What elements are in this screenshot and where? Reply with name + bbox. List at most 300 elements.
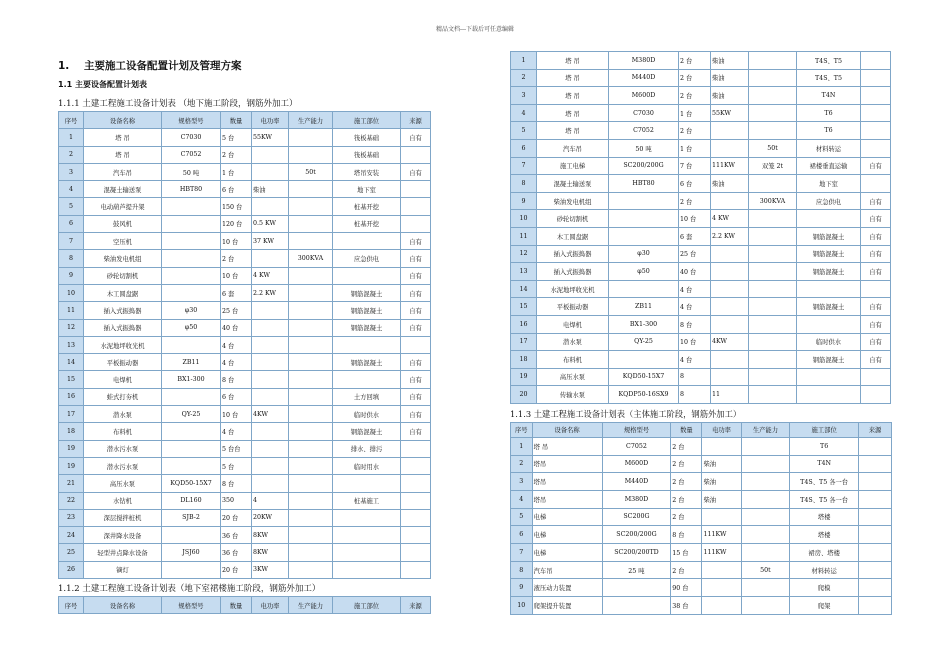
cell-col-name: 电梯	[532, 526, 602, 544]
table-row	[511, 104, 891, 122]
cell-col-index: 1	[59, 129, 84, 146]
cell-col-name: 电梯	[532, 544, 602, 562]
cell-col-power	[711, 122, 749, 140]
cell-col-index: 10	[59, 284, 84, 301]
cell-col-name: 水泥地坪收光机	[84, 336, 162, 353]
cell-col-location: 钢筋混凝土	[333, 302, 401, 319]
cell-col-index: 5	[511, 508, 533, 526]
cell-col-capacity	[749, 69, 797, 87]
cell-col-qty: 6 台	[221, 181, 252, 198]
cell-col-source: 自有	[401, 284, 431, 301]
cell-col-capacity: 双笼 2t	[749, 157, 797, 175]
cell-col-name: 爬架提升装置	[532, 597, 602, 615]
cell-col-name: 电焊机	[537, 315, 609, 333]
table-row	[511, 52, 891, 70]
cell-col-qty: 5 台	[221, 129, 252, 146]
table-row	[511, 263, 891, 281]
table-row	[59, 129, 431, 146]
cell-col-power: 2.2 KW	[252, 284, 289, 301]
cell-col-source	[861, 139, 891, 157]
cell-col-model	[162, 561, 221, 578]
table-row	[59, 388, 431, 405]
cell-col-model: 50 吨	[609, 139, 679, 157]
cell-col-qty: 2 台	[679, 69, 711, 87]
cell-col-qty: 1 台	[679, 139, 711, 157]
cell-col-location: 临时供水	[797, 333, 861, 351]
cell-col-source	[861, 386, 891, 404]
cell-col-power	[252, 336, 289, 353]
table-row	[59, 336, 431, 353]
cell-col-source	[401, 527, 431, 544]
cell-col-qty: 10 台	[679, 333, 711, 351]
cell-col-source: 自有	[401, 233, 431, 250]
column-header-col-source: 来源	[401, 112, 431, 129]
cell-col-source: 自有	[401, 163, 431, 180]
cell-col-index: 9	[511, 192, 537, 210]
cell-col-location: 爬架	[790, 597, 859, 615]
cell-col-location: 钢筋混凝土	[333, 319, 401, 336]
cell-col-power: 柴油	[252, 181, 289, 198]
cell-col-index: 18	[511, 351, 537, 369]
cell-col-name: 电动葫芦提升架	[84, 198, 162, 215]
cell-col-name: 塔 吊	[84, 146, 162, 163]
cell-col-index: 9	[59, 267, 84, 284]
cell-col-model: HBT80	[162, 181, 221, 198]
cell-col-model	[609, 351, 679, 369]
column-header-col-qty: 数量	[221, 597, 252, 614]
cell-col-model: M440D	[602, 473, 671, 491]
cell-col-name: 轻型井点降水设备	[84, 544, 162, 561]
cell-col-model: ZB11	[162, 354, 221, 371]
column-header-col-name: 设备名称	[84, 112, 162, 129]
cell-col-model: φ30	[162, 302, 221, 319]
cell-col-source	[401, 336, 431, 353]
cell-col-capacity: 50t	[289, 163, 333, 180]
cell-col-model: QY-25	[609, 333, 679, 351]
cell-col-source: 自有	[401, 250, 431, 267]
column-header-col-qty: 数量	[221, 112, 252, 129]
cell-col-capacity	[749, 333, 797, 351]
column-header-col-source: 来源	[401, 597, 431, 614]
column-header-col-model: 规格型号	[602, 422, 671, 437]
cell-col-model: SC200/200G	[602, 526, 671, 544]
section-number: 1.	[58, 60, 70, 72]
column-header-col-capacity: 生产能力	[741, 422, 790, 437]
table-row	[59, 181, 431, 198]
cell-col-qty: 8 台	[671, 526, 702, 544]
table-row	[511, 526, 892, 544]
cell-col-location	[797, 368, 861, 386]
cell-col-name: 镝灯	[84, 561, 162, 578]
table-row	[511, 139, 891, 157]
cell-col-source	[861, 280, 891, 298]
cell-col-qty: 2 台	[671, 437, 702, 455]
cell-col-capacity	[749, 87, 797, 105]
cell-col-qty: 2 台	[679, 122, 711, 140]
cell-col-capacity	[289, 544, 333, 561]
cell-col-model	[162, 233, 221, 250]
cell-col-name: 布料机	[84, 423, 162, 440]
cell-col-power	[711, 298, 749, 316]
table-row	[511, 508, 892, 526]
table-row	[511, 298, 891, 316]
cell-col-capacity	[289, 129, 333, 146]
cell-col-index: 25	[59, 544, 84, 561]
cell-col-index: 19	[59, 457, 84, 474]
cell-col-index: 7	[511, 157, 537, 175]
cell-col-power: 4KW	[252, 406, 289, 423]
cell-col-source	[861, 69, 891, 87]
cell-col-qty: 2 台	[679, 192, 711, 210]
cell-col-model	[162, 440, 221, 457]
table-row	[59, 302, 431, 319]
cell-col-qty: 5 台台	[221, 440, 252, 457]
cell-col-name: 传输水泵	[537, 386, 609, 404]
table-row	[59, 371, 431, 388]
cell-col-power	[711, 192, 749, 210]
cell-col-name: 插入式振捣器	[84, 302, 162, 319]
cell-col-model: QY-25	[162, 406, 221, 423]
cell-col-capacity	[741, 579, 790, 597]
cell-col-index: 10	[511, 210, 537, 228]
cell-col-location	[797, 280, 861, 298]
cell-col-power: 柴油	[702, 455, 741, 473]
cell-col-power: 4KW	[711, 333, 749, 351]
cell-col-index: 9	[511, 579, 533, 597]
section-title: 主要施工设备配置计划及管理方案	[84, 60, 242, 72]
cell-col-capacity	[749, 52, 797, 70]
column-header-col-index: 序号	[59, 112, 84, 129]
cell-col-index: 4	[59, 181, 84, 198]
cell-col-qty: 20 台	[221, 561, 252, 578]
cell-col-source	[401, 492, 431, 509]
table-row	[59, 319, 431, 336]
table-row	[511, 368, 891, 386]
table-row	[511, 157, 891, 175]
cell-col-index: 6	[59, 215, 84, 232]
cell-col-capacity	[289, 233, 333, 250]
cell-col-power: 55KW	[252, 129, 289, 146]
cell-col-power: 4	[252, 492, 289, 509]
cell-col-index: 16	[511, 315, 537, 333]
cell-col-power	[252, 423, 289, 440]
cell-col-capacity	[749, 315, 797, 333]
cell-col-index: 19	[511, 368, 537, 386]
cell-col-location: 土方回填	[333, 388, 401, 405]
cell-col-name: 木工圆盘踞	[84, 284, 162, 301]
cell-col-model	[162, 388, 221, 405]
cell-col-index: 7	[511, 544, 533, 562]
cell-col-source: 自有	[401, 354, 431, 371]
cell-col-location: 塔楼	[790, 508, 859, 526]
cell-col-location: 临时供水	[333, 406, 401, 423]
cell-col-qty: 2 台	[679, 52, 711, 70]
table-row	[59, 233, 431, 250]
column-header-col-capacity: 生产能力	[289, 112, 333, 129]
cell-col-location: 钢筋混凝土	[797, 227, 861, 245]
cell-col-name: 鼓风机	[84, 215, 162, 232]
cell-col-capacity	[289, 302, 333, 319]
cell-col-model	[602, 597, 671, 615]
cell-col-model: SC200/200G	[609, 157, 679, 175]
cell-col-power: 柴油	[711, 87, 749, 105]
cell-col-source: 自有	[401, 302, 431, 319]
cell-col-index: 2	[59, 146, 84, 163]
cell-col-name: 潜水污水泵	[84, 440, 162, 457]
cell-col-index: 13	[511, 263, 537, 281]
cell-col-source: 自有	[861, 263, 891, 281]
cell-col-location: T4S、T5	[797, 52, 861, 70]
cell-col-power	[252, 457, 289, 474]
cell-col-location: 桩基开挖	[333, 198, 401, 215]
table-row	[59, 284, 431, 301]
table-row	[59, 198, 431, 215]
cell-col-capacity	[289, 457, 333, 474]
cell-col-capacity	[289, 423, 333, 440]
cell-col-capacity	[749, 351, 797, 369]
cell-col-power	[711, 351, 749, 369]
cell-col-capacity	[741, 597, 790, 615]
cell-col-model: M380D	[609, 52, 679, 70]
cell-col-source: 自有	[861, 245, 891, 263]
cell-col-name: 塔 吊	[532, 437, 602, 455]
cell-col-qty: 7 台	[679, 157, 711, 175]
cell-col-index: 19	[59, 440, 84, 457]
cell-col-index: 11	[59, 302, 84, 319]
cell-col-capacity: 300KVA	[749, 192, 797, 210]
cell-col-index: 1	[511, 52, 537, 70]
cell-col-power	[252, 250, 289, 267]
cell-col-capacity	[741, 437, 790, 455]
table-row	[59, 561, 431, 578]
cell-col-location: T4S、T5	[797, 69, 861, 87]
cell-col-location	[797, 315, 861, 333]
cell-col-model: M600D	[602, 455, 671, 473]
cell-col-power	[252, 475, 289, 492]
cell-col-name: 水泥地坪收光机	[537, 280, 609, 298]
cell-col-qty: 4 台	[221, 336, 252, 353]
cell-col-location: 钢筋混凝土	[797, 263, 861, 281]
right-column	[510, 51, 892, 615]
cell-col-location: 塔楼	[790, 526, 859, 544]
equipment-table-underground	[58, 111, 431, 579]
cell-col-location: T4S、T5 各一台	[790, 473, 859, 491]
cell-col-capacity: 50t	[749, 139, 797, 157]
cell-col-capacity	[289, 198, 333, 215]
table-row	[59, 492, 431, 509]
cell-col-index: 14	[59, 354, 84, 371]
cell-col-capacity	[289, 527, 333, 544]
cell-col-source	[861, 52, 891, 70]
column-header-col-model: 规格型号	[162, 112, 221, 129]
header-row	[511, 422, 892, 437]
cell-col-qty: 8 台	[221, 475, 252, 492]
cell-col-power	[702, 579, 741, 597]
cell-col-source: 自有	[401, 371, 431, 388]
cell-col-source: 自有	[861, 333, 891, 351]
cell-col-capacity	[749, 227, 797, 245]
cell-col-location: 材料转运	[797, 139, 861, 157]
cell-col-power: 8KW	[252, 527, 289, 544]
cell-col-index: 14	[511, 280, 537, 298]
cell-col-index: 7	[59, 233, 84, 250]
table-row	[511, 473, 892, 491]
cell-col-qty: 4 台	[221, 354, 252, 371]
table-header	[59, 112, 431, 129]
cell-col-model	[162, 336, 221, 353]
column-header-col-location: 施工部位	[333, 597, 401, 614]
cell-col-capacity	[289, 146, 333, 163]
cell-col-source: 自有	[861, 210, 891, 228]
cell-col-model: KQD50-15X7	[609, 368, 679, 386]
section-heading	[58, 58, 448, 73]
cell-col-source: 自有	[401, 388, 431, 405]
cell-col-name: 电梯	[532, 508, 602, 526]
cell-col-location: 裙房、塔楼	[790, 544, 859, 562]
cell-col-name: 潜水泵	[537, 333, 609, 351]
column-header-col-power: 电功率	[252, 112, 289, 129]
cell-col-index: 12	[511, 245, 537, 263]
cell-col-location: 桩基开挖	[333, 215, 401, 232]
cell-col-power: 8KW	[252, 544, 289, 561]
table2-title: 1.1.2 土建工程施工设备计划表（地下室裙楼施工阶段，钢筋外加工）	[58, 584, 321, 595]
cell-col-qty: 90 台	[671, 579, 702, 597]
cell-col-name: 塔 吊	[537, 104, 609, 122]
cell-col-power	[711, 139, 749, 157]
table-body	[59, 129, 431, 579]
table-row	[511, 333, 891, 351]
column-header-col-location: 施工部位	[790, 422, 859, 437]
cell-col-name: 插入式振捣器	[84, 319, 162, 336]
table-header	[511, 422, 892, 437]
cell-col-source: 自有	[401, 267, 431, 284]
cell-col-qty: 2 台	[671, 508, 702, 526]
cell-col-qty: 120 台	[221, 215, 252, 232]
cell-col-qty: 4 台	[679, 351, 711, 369]
cell-col-index: 15	[59, 371, 84, 388]
table-row	[59, 544, 431, 561]
cell-col-source	[401, 457, 431, 474]
cell-col-power	[702, 561, 741, 579]
cell-col-location	[797, 210, 861, 228]
cell-col-qty: 2 台	[221, 146, 252, 163]
cell-col-name: 混凝土输送泵	[537, 175, 609, 193]
cell-col-index: 26	[59, 561, 84, 578]
cell-col-model: C7052	[162, 146, 221, 163]
cell-col-power	[711, 315, 749, 333]
cell-col-model	[609, 280, 679, 298]
cell-col-model: M440D	[609, 69, 679, 87]
cell-col-qty: 6 台	[221, 388, 252, 405]
cell-col-name: 砂轮切割机	[84, 267, 162, 284]
cell-col-source	[861, 87, 891, 105]
cell-col-index: 6	[511, 139, 537, 157]
cell-col-power	[711, 245, 749, 263]
column-header-col-source: 来源	[859, 422, 892, 437]
cell-col-capacity	[289, 336, 333, 353]
cell-col-model: C7052	[609, 122, 679, 140]
cell-col-index: 13	[59, 336, 84, 353]
cell-col-name: 高压水泵	[84, 475, 162, 492]
cell-col-source: 自有	[401, 129, 431, 146]
cell-col-capacity	[289, 371, 333, 388]
cell-col-location: 临时用水	[333, 457, 401, 474]
cell-col-capacity	[289, 215, 333, 232]
table-row	[511, 490, 892, 508]
cell-col-index: 12	[59, 319, 84, 336]
cell-col-capacity	[741, 473, 790, 491]
cell-col-qty: 40 台	[679, 263, 711, 281]
cell-col-index: 8	[511, 175, 537, 193]
cell-col-name: 塔 吊	[537, 69, 609, 87]
cell-col-index: 17	[511, 333, 537, 351]
cell-col-capacity	[289, 475, 333, 492]
table-row	[511, 192, 891, 210]
cell-col-power: 111KW	[711, 157, 749, 175]
cell-col-qty: 10 台	[679, 210, 711, 228]
cell-col-model	[162, 457, 221, 474]
cell-col-source	[401, 198, 431, 215]
cell-col-power: 4 KW	[252, 267, 289, 284]
cell-col-capacity	[289, 319, 333, 336]
cell-col-index: 10	[511, 597, 533, 615]
cell-col-location: 材料转运	[790, 561, 859, 579]
table-row	[511, 175, 891, 193]
cell-col-location: 地下室	[797, 175, 861, 193]
cell-col-model: φ30	[609, 245, 679, 263]
cell-col-location: T4N	[797, 87, 861, 105]
cell-col-model	[609, 192, 679, 210]
cell-col-model: KQD50-15X7	[162, 475, 221, 492]
cell-col-source	[859, 455, 892, 473]
column-header-col-power: 电功率	[702, 422, 741, 437]
cell-col-location: T4S、T5 各一台	[790, 490, 859, 508]
cell-col-capacity	[289, 388, 333, 405]
cell-col-location: 桩基施工	[333, 492, 401, 509]
cell-col-source: 自有	[861, 315, 891, 333]
column-header-col-power: 电功率	[252, 597, 289, 614]
cell-col-qty: 150 台	[221, 198, 252, 215]
cell-col-power: 11	[711, 386, 749, 404]
cell-col-power: 3KW	[252, 561, 289, 578]
cell-col-location: 排水、排污	[333, 440, 401, 457]
cell-col-capacity	[749, 210, 797, 228]
cell-col-qty: 8	[679, 386, 711, 404]
equipment-table-podium	[510, 51, 891, 404]
cell-col-name: 塔 吊	[537, 87, 609, 105]
cell-col-model	[162, 284, 221, 301]
cell-col-capacity	[749, 280, 797, 298]
column-header-col-qty: 数量	[671, 422, 702, 437]
cell-col-location: 爬模	[790, 579, 859, 597]
cell-col-name: 空压机	[84, 233, 162, 250]
cell-col-location: 塔吊安装	[333, 163, 401, 180]
cell-col-capacity	[749, 245, 797, 263]
cell-col-power	[252, 354, 289, 371]
table-row	[59, 215, 431, 232]
table-row	[511, 227, 891, 245]
cell-col-index: 4	[511, 104, 537, 122]
cell-col-name: 平板振动器	[84, 354, 162, 371]
cell-col-qty: 2 台	[671, 473, 702, 491]
cell-col-source: 自有	[861, 227, 891, 245]
cell-col-model: M600D	[609, 87, 679, 105]
table-row	[59, 406, 431, 423]
cell-col-source: 自有	[861, 298, 891, 316]
cell-col-capacity	[749, 122, 797, 140]
cell-col-model: BX1-300	[162, 371, 221, 388]
cell-col-capacity	[749, 386, 797, 404]
